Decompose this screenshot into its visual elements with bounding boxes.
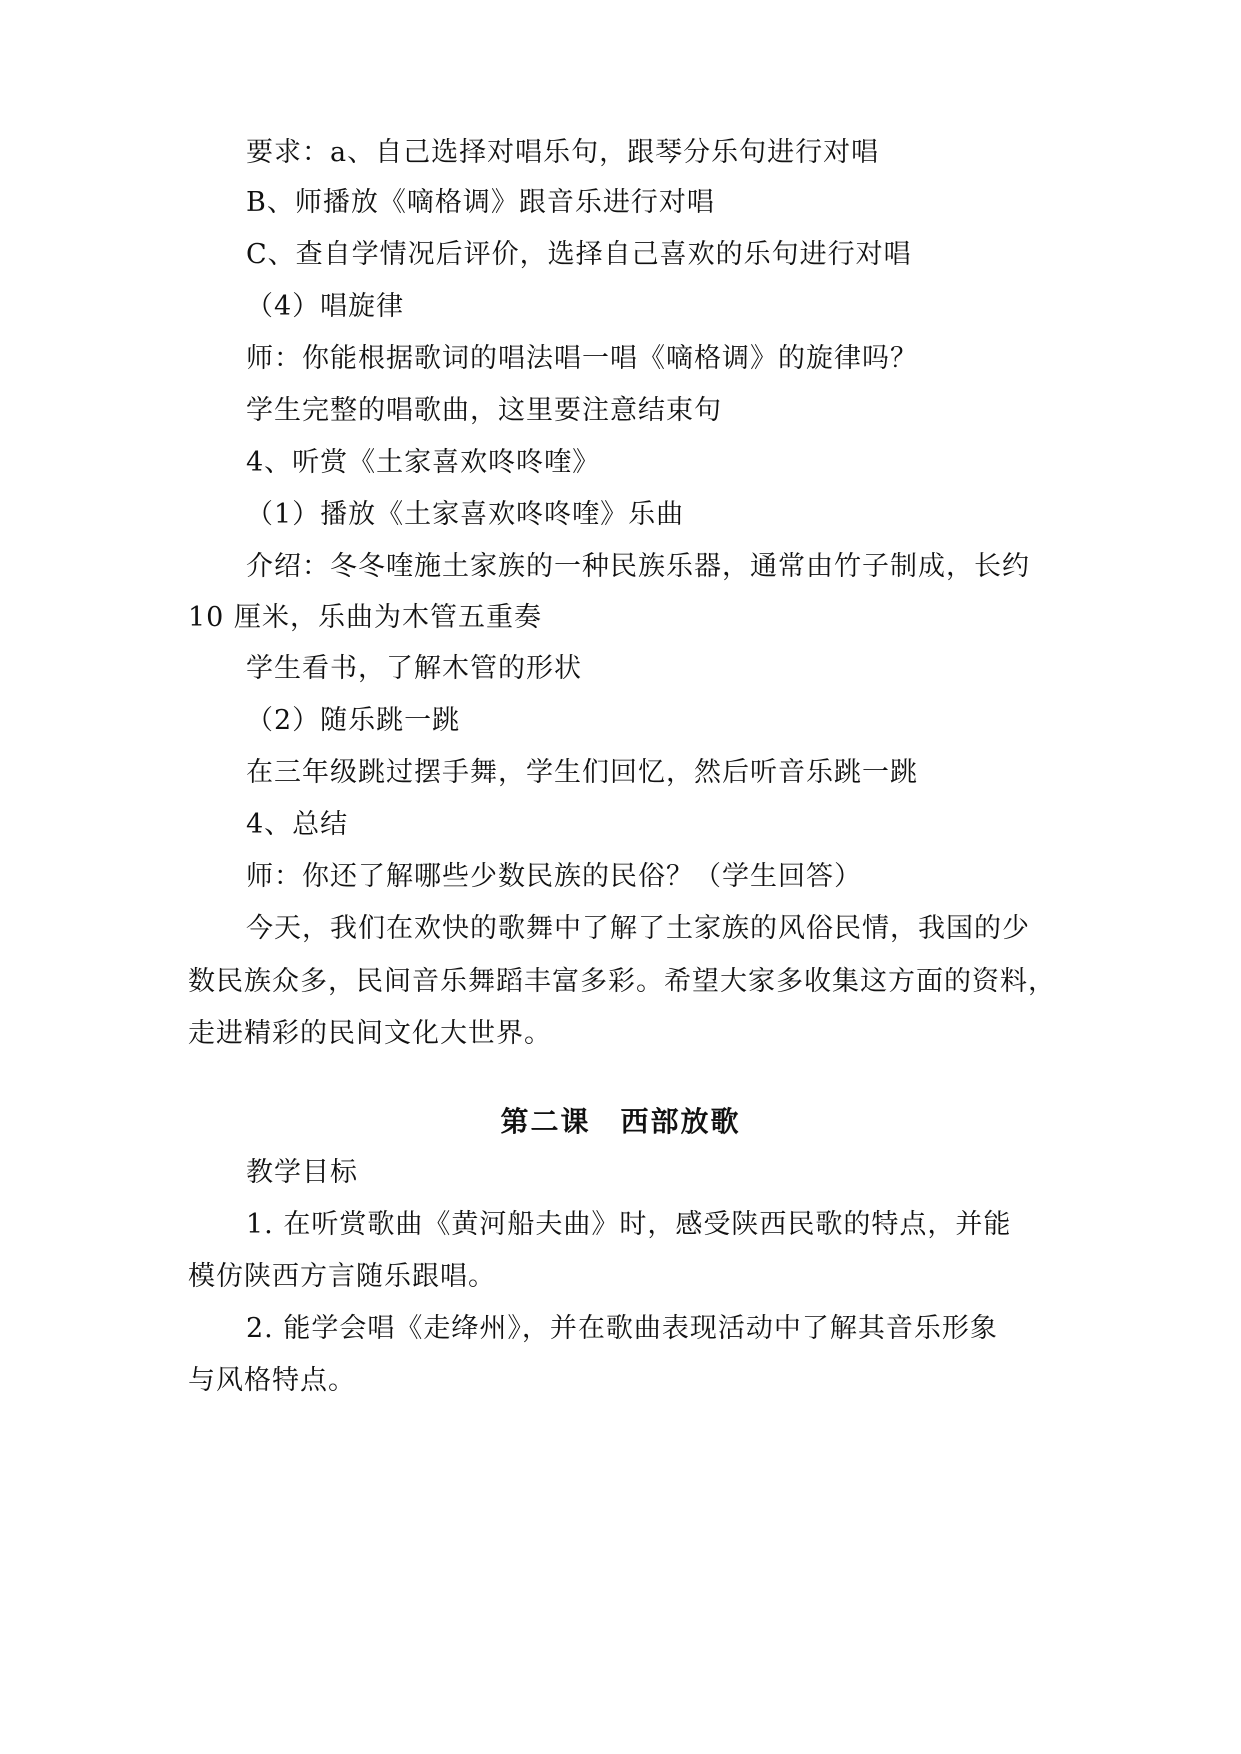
text-line: 师：你能根据歌词的唱法唱一唱《嘀格调》的旋律吗？: [246, 343, 918, 374]
text-line: 在三年级跳过摆手舞，学生们回忆，然后听音乐跳一跳: [246, 757, 918, 788]
text-line: 教学目标: [246, 1157, 358, 1188]
text-line: 4、总结: [246, 809, 349, 840]
text-line: 师：你还了解哪些少数民族的民俗？（学生回答）: [246, 861, 862, 892]
text-line: （2）随乐跳一跳: [246, 705, 461, 736]
text-line: 今天，我们在欢快的歌舞中了解了土家族的风俗民情，我国的少: [246, 913, 1030, 944]
text-line: 4、听赏《土家喜欢咚咚喹》: [246, 447, 601, 478]
text-line: 数民族众多，民间音乐舞蹈丰富多彩。希望大家多收集这方面的资料，: [188, 966, 1056, 997]
text-line: 10 厘米，乐曲为木管五重奏: [188, 602, 542, 633]
text-line: 2. 能学会唱《走绛州》，并在歌曲表现活动中了解其音乐形象: [246, 1313, 998, 1344]
text-line: 学生完整的唱歌曲，这里要注意结束句: [246, 395, 722, 426]
text-line: 走进精彩的民间文化大世界。: [188, 1018, 552, 1049]
text-line: 与风格特点。: [188, 1365, 356, 1396]
text-line: C、查自学情况后评价，选择自己喜欢的乐句进行对唱: [246, 239, 912, 270]
text-line: （4）唱旋律: [246, 291, 405, 322]
section-heading: 第二课 西部放歌: [500, 1105, 741, 1138]
text-line: （1）播放《土家喜欢咚咚喹》乐曲: [246, 499, 685, 530]
text-line: 模仿陕西方言随乐跟唱。: [188, 1261, 496, 1292]
text-line: 1. 在听赏歌曲《黄河船夫曲》时，感受陕西民歌的特点，并能: [246, 1209, 1012, 1240]
text-line: B、师播放《嘀格调》跟音乐进行对唱: [246, 187, 715, 218]
text-line: 介绍：冬冬喹施土家族的一种民族乐器，通常由竹子制成，长约: [246, 551, 1030, 582]
text-line: 学生看书，了解木管的形状: [246, 653, 582, 684]
text-line: 要求：a、自己选择对唱乐句，跟琴分乐句进行对唱: [246, 137, 880, 168]
